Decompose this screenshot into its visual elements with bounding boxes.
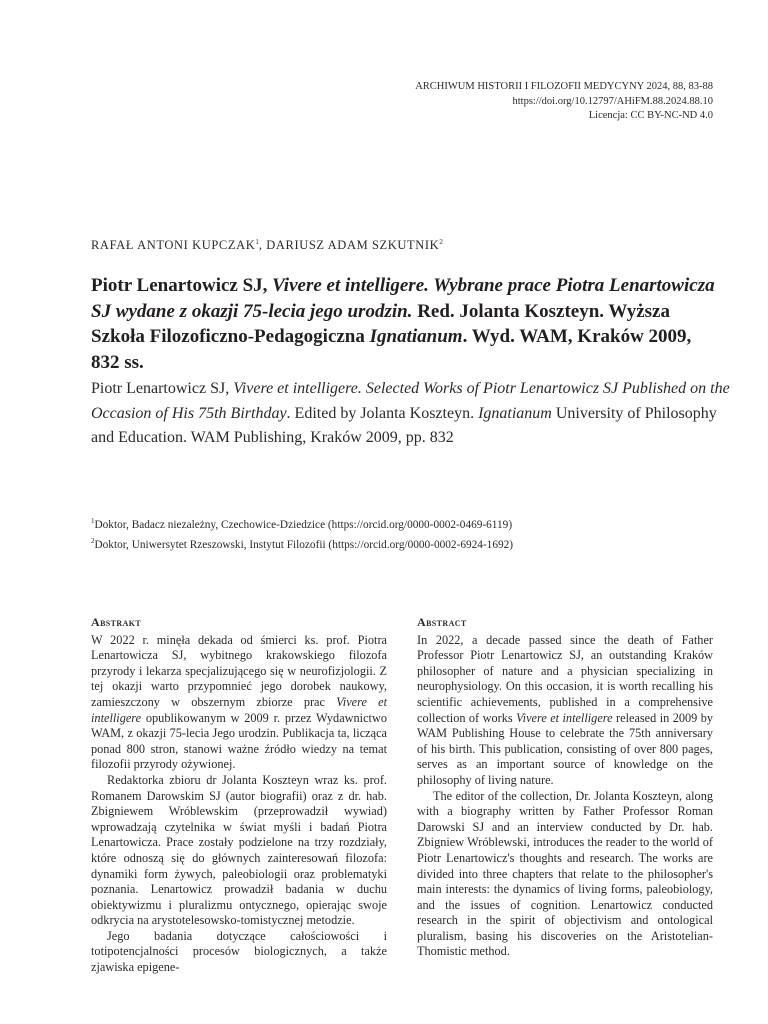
title-text: University of Philosophy and Education. WAM Publishing, Kraków 2009, pp. 832 [91, 404, 717, 447]
affiliation-text: Doktor, Badacz niezależny, Czechowice-Dziedzice (https://orcid.org/0000-0002-0469-6119) [94, 518, 513, 531]
author-name: RAFAŁ ANTONI KUPCZAK [91, 238, 256, 253]
paragraph-italic-text: Vivere et intelligere [91, 694, 387, 725]
title-italic-text: Vivere et intelligere. Wybrane prace Piotra Lenartowicza SJ wydane z okazji 75-lecia jego urodzin. [91, 275, 715, 322]
journal-citation: ARCHIWUM HISTORII I FILOZOFII MEDYCYNY 2024, 88, 83-88 [415, 81, 713, 92]
affiliation-marker: 1 [91, 517, 95, 525]
affiliation-text: Doktor, Uniwersytet Rzeszowski, Instytut Filozofii (https://orcid.org/0000-0002-6924-1692) [94, 539, 514, 552]
title-italic-text: Vivere et intelligere. Selected Works of Piotr Lenartowicz SJ Published on the Occasion of His 75th Birthday [91, 380, 730, 422]
paragraph-text: released in 2009 by WAM Publishing House to celebrate the 75th anniversary of his birth. This publication, consisting of over 800 pages, serves as an important source of knowledge on the philosophy of living nature. [417, 710, 714, 787]
paragraph-text: W 2022 r. minęła dekada od śmierci ks. prof. Piotra Lenartowicza SJ, wybitnego krakowskiego filozofa przyrody i lekarza specjalizującego się w neurofizjologii. Z tej okazji warto przypomnieć jego dorobek naukowy, zamieszczony w obszernym zbiorze prac [91, 632, 387, 709]
title-text: Piotr Lenartowicz SJ, [91, 380, 234, 397]
abstract-paragraph [91, 633, 387, 773]
title-text: . Wyd. WAM, Kraków 2009, 832 ss. [91, 326, 692, 373]
title-italic-text: Ignatianum [369, 326, 463, 348]
title-italic-text: Ignatianum [478, 404, 552, 422]
abstract-english [417, 615, 713, 960]
author-name: DARIUSZ ADAM SZKUTNIK [266, 238, 440, 253]
author-separator: , [258, 238, 267, 253]
paragraph-text: In 2022, a decade passed since the death of Father Professor Piotr Lenartowicz SJ, an outstanding Kraków philosopher of nature and a physician specializing in neurophysiology. On this occasion, it is worth recalling his scientific achievements, published in a comprehensive collection of works [417, 632, 713, 725]
abstract-paragraph: Redaktorka zbioru dr Jolanta Koszteyn wraz ks. prof. Romanem Darowskim SJ (autor biografii) oraz z dr. hab. Zbigniewem Wróblewskim (przeprowadził wywiad) wprowadzają czytelnika w świat myśli i badań Piotra Lenartowicza. Prace zostały podzielone na trzy rozdziały, które odnoszą się do głównych zainteresowań filozofa: dynamiki form żywych, paleobiologii oraz problematyki poznania. Lenartowicz prowadził badania w duchu obiektywizmu i pluralizmu ontycznego, opierając swoje odkrycia na arystotelesowsko-tomistycznej metodzie. [91, 772, 387, 928]
doi-link[interactable]: https://doi.org/10.12797/AHiFM.88.2024.88.10 [512, 95, 713, 107]
article-title-english [91, 377, 731, 451]
journal-header [415, 80, 713, 124]
affiliation-marker: 2 [91, 537, 95, 546]
author-line [91, 238, 443, 253]
affiliations [91, 513, 513, 554]
title-text: Red. Jolanta Koszteyn. Wyższa Szkoła Filozoficzno-Pedagogiczna [91, 300, 670, 348]
title-text: Piotr Lenartowicz SJ, [91, 275, 273, 296]
abstract-heading: Abstract [417, 615, 467, 629]
article-title-polish [91, 273, 721, 375]
affiliation-item [91, 513, 513, 533]
abstract-paragraph: Jego badania dotyczące całościowości i totipotencjalności procesów biologicznych, a także zjawiska epigene- [91, 928, 387, 975]
affiliation-item [91, 533, 513, 553]
author-footnote-marker: 2 [439, 238, 443, 246]
abstract-paragraph: The editor of the collection, Dr. Jolanta Koszteyn, along with a biography written by Father Professor Roman Darowski SJ and an interview conducted by Dr. hab. Zbigniew Wróblewski, introduces the reader to the world of Piotr Lenartowicz's thoughts and research. The works are divided into three chapters that relate to the philosopher's main interests: the dynamics of living forms, paleobiology, and the issues of cognition. Lenartowicz conducted research in the spirit of objectivism and ontological pluralism, basing his discoveries on the Aristotelian-Thomistic method. [417, 788, 713, 959]
abstract-heading: Abstrakt [91, 615, 142, 629]
paragraph-text: opublikowanym w 2009 r. przez Wydawnictwo WAM, z okazji 75-lecia Jego urodzin. Publikacja ta, licząca ponad 800 stron, stanowi ważne źródło wiedzy na temat filozofii przyrody ożywionej. [91, 710, 387, 772]
abstract-paragraph [417, 633, 713, 789]
abstract-polish [91, 615, 387, 976]
paragraph-italic-text: Vivere et intelligere [516, 710, 613, 725]
author-footnote-marker: 1 [255, 238, 259, 246]
license-text: Licencja: CC BY-NC-ND 4.0 [588, 110, 713, 121]
title-text: . Edited by Jolanta Koszteyn. [286, 404, 479, 422]
